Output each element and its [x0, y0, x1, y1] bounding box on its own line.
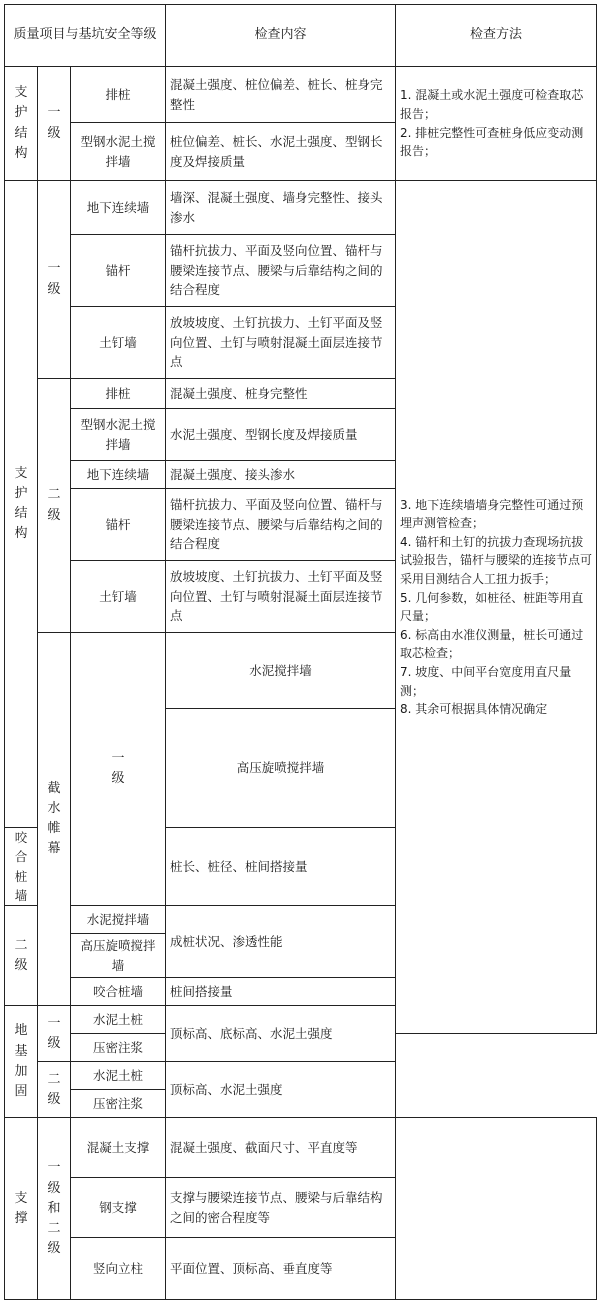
content-cell: 支撑与腰梁连接节点、腰梁与后靠结构之间的密合程度等 — [166, 1178, 396, 1238]
level-1-a: 一 级 — [38, 67, 71, 181]
method-line: 8. 其余可根据具体情况确定 — [400, 702, 548, 717]
method-cell-a — [396, 67, 597, 181]
item-cell: 高压旋喷搅拌墙 — [166, 708, 396, 827]
content-cell: 顶标高、水泥土强度 — [166, 1062, 396, 1118]
method-line: 7. 坡度、中间平台宽度用直尺量测； — [400, 664, 572, 698]
method-line: 2. 排桩完整性可查桩身低应变动测报告； — [400, 125, 584, 159]
method-line: 6. 标高由水准仪测量，桩长可通过取芯检查； — [400, 627, 584, 661]
content-cell: 成桩状况、渗透性能 — [166, 906, 396, 978]
item-cell: 水泥土桩 — [71, 1006, 166, 1034]
item-cell: 竖向立柱 — [71, 1238, 166, 1300]
group-support-1: 支 护 结 构 — [5, 67, 38, 181]
header-method: 检查方法 — [396, 5, 597, 67]
content-cell: 桩间搭接量 — [166, 978, 396, 1006]
content-cell: 平面位置、顶标高、垂直度等 — [166, 1238, 396, 1300]
level-2-a: 二 级 — [38, 379, 71, 633]
item-cell: 土钉墙 — [71, 307, 166, 379]
item-cell: 咬合桩墙 — [5, 827, 38, 906]
content-cell: 锚杆抗拔力、平面及竖向位置、锚杆与腰梁连接节点、腰梁与后靠结构之间的结合程度 — [166, 489, 396, 561]
group-brace: 支 撑 — [5, 1118, 38, 1300]
content-cell: 桩长、桩径、桩间搭接量 — [166, 827, 396, 906]
group-ground-reinforce: 地 基 加 固 — [5, 1006, 38, 1118]
method-cell-c — [396, 1118, 597, 1300]
header-row — [5, 5, 597, 67]
content-cell: 墙深、混凝土强度、墙身完整性、接头渗水 — [166, 181, 396, 235]
table-row — [5, 67, 597, 123]
table-row — [5, 1062, 597, 1090]
method-cell-b — [396, 181, 597, 1034]
content-cell: 放坡坡度、土钉抗拔力、土钉平面及竖向位置、土钉与喷射混凝土面层连接节点 — [166, 307, 396, 379]
item-cell: 混凝土支撑 — [71, 1118, 166, 1178]
header-content: 检查内容 — [166, 5, 396, 67]
content-cell: 混凝土强度、接头渗水 — [166, 461, 396, 489]
item-cell: 压密注浆 — [71, 1034, 166, 1062]
item-cell: 水泥土桩 — [71, 1062, 166, 1090]
method-line: 3. 地下连续墙墙身完整性可通过预埋声测管检查； — [400, 497, 584, 531]
group-water-curtain: 截 水 帷 幕 — [38, 633, 71, 1006]
item-cell: 水泥搅拌墙 — [71, 906, 166, 934]
level-2-c: 二 级 — [38, 1062, 71, 1118]
table-row — [5, 181, 597, 235]
content-cell: 混凝土强度、桩位偏差、桩长、桩身完整性 — [166, 67, 396, 123]
method-line: 1. 混凝土或水泥土强度可检查取芯报告； — [400, 88, 584, 121]
level-1-b: 一 级 — [38, 181, 71, 379]
content-cell: 放坡坡度、土钉抗拔力、土钉平面及竖向位置、土钉与喷射混凝土面层连接节点 — [166, 561, 396, 633]
item-cell: 土钉墙 — [71, 561, 166, 633]
content-cell: 顶标高、底标高、水泥土强度 — [166, 1006, 396, 1062]
item-cell: 压密注浆 — [71, 1090, 166, 1118]
table-row — [5, 1118, 597, 1178]
level-2-b: 二 级 — [5, 906, 38, 1006]
item-cell: 型钢水泥土搅拌墙 — [71, 409, 166, 461]
method-line: 5. 几何参数，如桩径、桩距等用直尺量； — [400, 590, 584, 624]
level-1-d: 一 级 — [38, 1006, 71, 1062]
item-cell: 排桩 — [71, 379, 166, 409]
method-line: 4. 锚杆和土钉的抗拔力查现场抗拔试验报告，锚杆与腰梁的连接节点可采用目测结合人工扭力扳手； — [400, 534, 593, 586]
content-cell: 混凝土强度、截面尺寸、平直度等 — [166, 1118, 396, 1178]
content-cell: 混凝土强度、桩身完整性 — [166, 379, 396, 409]
content-cell: 锚杆抗拔力、平面及竖向位置、锚杆与腰梁连接节点、腰梁与后靠结构之间的结合程度 — [166, 235, 396, 307]
level-1-2: 一 级 和 二 级 — [38, 1118, 71, 1300]
item-cell: 高压旋喷搅拌墙 — [71, 934, 166, 978]
item-cell: 水泥搅拌墙 — [166, 633, 396, 709]
header-item: 质量项目与基坑安全等级 — [5, 5, 166, 67]
item-cell: 排桩 — [71, 67, 166, 123]
item-cell: 钢支撑 — [71, 1178, 166, 1238]
item-cell: 地下连续墙 — [71, 461, 166, 489]
quality-inspection-table — [4, 4, 597, 1300]
content-cell: 桩位偏差、桩长、水泥土强度、型钢长度及焊接质量 — [166, 123, 396, 181]
item-cell: 咬合桩墙 — [71, 978, 166, 1006]
group-support-2: 支 护 结 构 — [5, 181, 38, 828]
item-cell: 锚杆 — [71, 489, 166, 561]
level-1-c: 一 级 — [71, 633, 166, 906]
content-cell: 水泥土强度、型钢长度及焊接质量 — [166, 409, 396, 461]
item-cell: 型钢水泥土搅拌墙 — [71, 123, 166, 181]
item-cell: 锚杆 — [71, 235, 166, 307]
item-cell: 地下连续墙 — [71, 181, 166, 235]
